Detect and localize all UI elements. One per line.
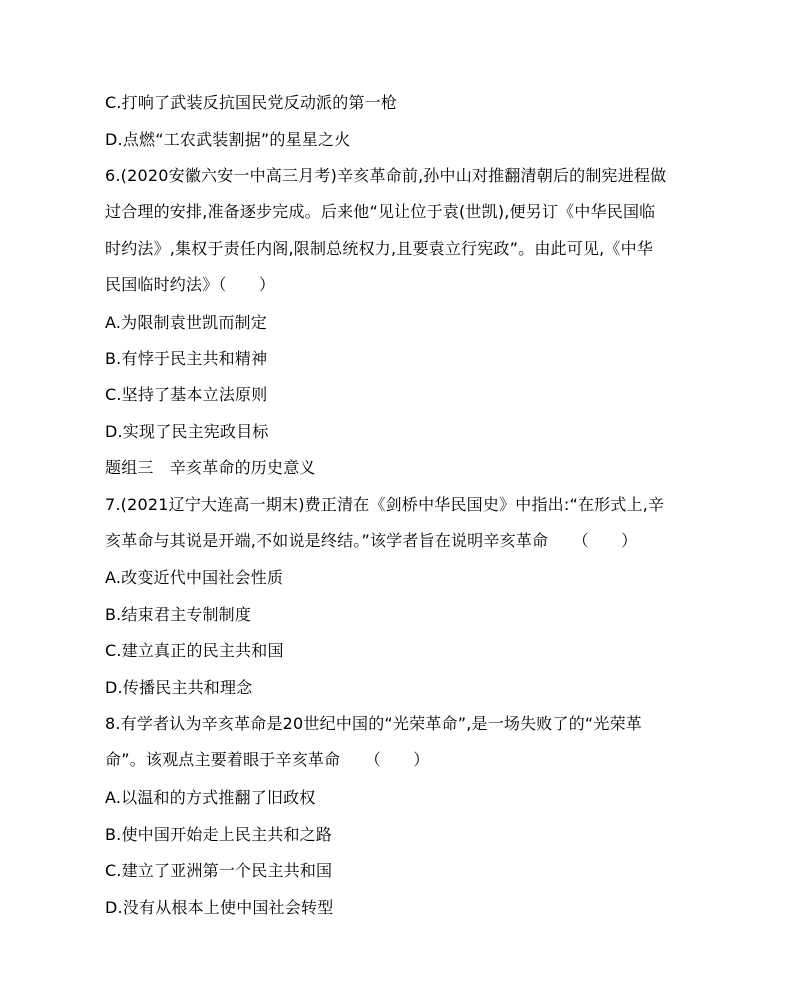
option-d-q8: D.没有从根本上使中国社会转型: [105, 898, 334, 917]
question-8-line-1: 8.有学者认为辛亥革命是20世纪中国的“光荣革命”,是一场失败了的“光荣革: [105, 714, 642, 733]
option-a-q8: A.以温和的方式推翻了旧政权: [105, 788, 316, 807]
option-c-q6: C.坚持了基本立法原则: [105, 385, 268, 404]
question-6-line-2: 过合理的安排,准备逐步完成。后来他“见让位于袁(世凯),便另订《中华民国临: [105, 202, 656, 221]
option-a-q7: A.改变近代中国社会性质: [105, 568, 284, 587]
question-6-line-1: 6.(2020安徽六安一中高三月考)辛亥革命前,孙中山对推翻清朝后的制宪进程做: [105, 166, 667, 185]
option-b-q8: B.使中国开始走上民主共和之路: [105, 825, 333, 844]
option-c-q8: C.建立了亚洲第一个民主共和国: [105, 861, 333, 880]
option-d-q5: D.点燃“工农武装割据”的星星之火: [105, 130, 351, 149]
option-d-q7: D.传播民主共和理念: [105, 678, 253, 697]
option-c-q7: C.建立真正的民主共和国: [105, 641, 284, 660]
question-8-line-2: 命”。该观点主要着眼于辛亥革命 （ ）: [105, 750, 430, 769]
question-7-line-1: 7.(2021辽宁大连高一期末)费正清在《剑桥中华民国史》中指出:“在形式上,辛: [105, 495, 665, 514]
question-6-line-4: 民国临时约法》（ ）: [105, 275, 276, 294]
question-6-line-3: 时约法》,集权于责任内阁,限制总统权力,且要袁立行宪政”。由此可见,《中华: [105, 239, 654, 258]
option-d-q6: D.实现了民主宪政目标: [105, 422, 269, 441]
option-c-q5: C.打响了武装反抗国民党反动派的第一枪: [105, 93, 398, 112]
option-a-q6: A.为限制袁世凯而制定: [105, 313, 267, 332]
option-b-q6: B.有悖于民主共和精神: [105, 349, 268, 368]
question-7-line-2: 亥革命与其说是开端,不如说是终结。”该学者旨在说明辛亥革命 （ ）: [105, 531, 638, 550]
option-b-q7: B.结束君主专制制度: [105, 605, 252, 624]
section-heading: 题组三 辛亥革命的历史意义: [105, 458, 316, 477]
